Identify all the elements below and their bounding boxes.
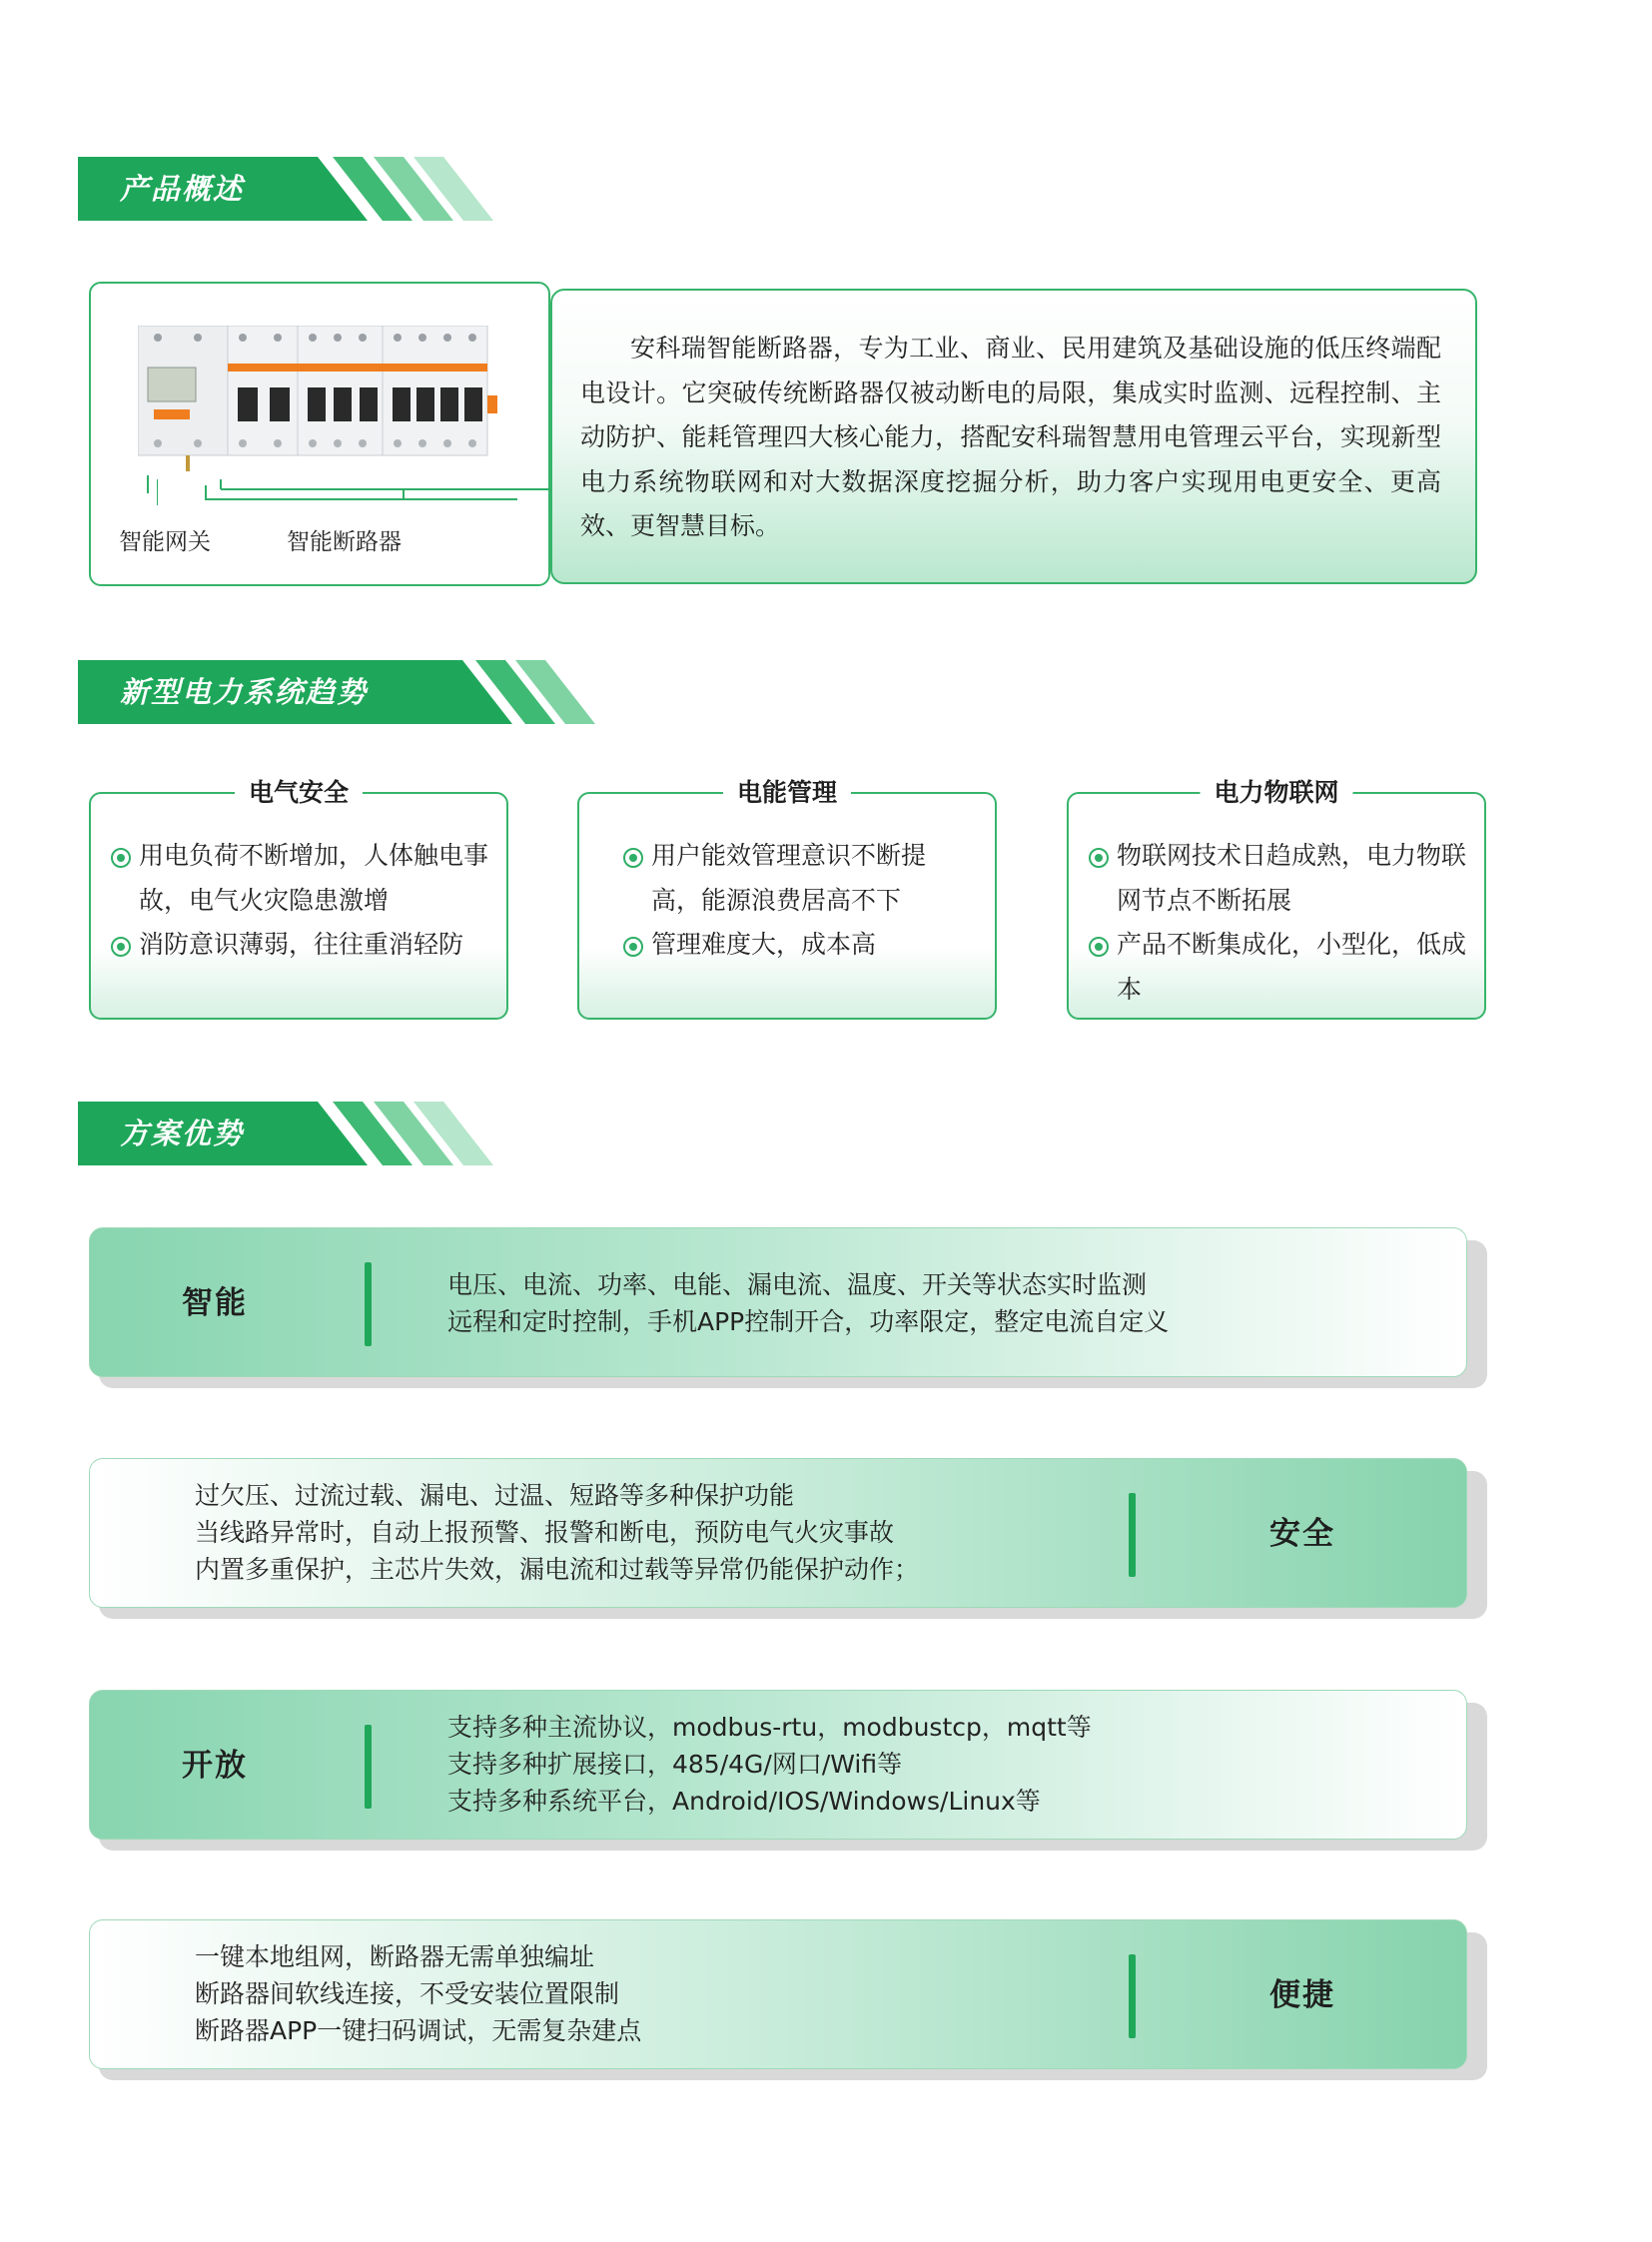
advantage-title: 安全 <box>1269 1516 1335 1552</box>
advantage-card-convenient <box>89 1919 1467 2069</box>
smart-breaker-image <box>138 326 517 555</box>
bullet-icon <box>623 937 643 957</box>
advantage-card-safety <box>89 1458 1467 1608</box>
section-header-trends <box>78 660 597 724</box>
divider-bar <box>1129 1493 1136 1577</box>
bullet-icon <box>111 937 131 957</box>
trend-card-power-iot <box>1067 778 1486 1020</box>
section-header-overview <box>78 157 497 221</box>
advantage-lines: 过欠压、过流过载、漏电、过温、短路等多种保护功能 当线路异常时，自动上报预警、报警和断电，预防电气火灾事故 内置多重保护，主芯片失效，漏电流和过载等异常仍能保护动作； <box>195 1481 920 1584</box>
advantage-title: 便捷 <box>1269 1977 1335 2013</box>
gateway-label: 智能网关 <box>119 529 211 555</box>
advantage-title: 开放 <box>182 1748 248 1784</box>
overview-text: 安科瑞智能断路器，专为工业、商业、民用建筑及基础设施的低压终端配电设计。它突破传统断路器仅被动断电的局限，集成实时监测、远程控制、主动防护、能耗管理四大核心能力，搭配安科瑞智慧用电管理云平台，实现新型电力系统物联网和对大数据深度挖掘分析，助力客户实现用电更安全、更高效、更智慧目标。 <box>580 334 1441 540</box>
divider-bar <box>365 1262 372 1346</box>
list-item: 消防意识薄弱，往往重消轻防 <box>111 923 492 968</box>
trend-title: 电力物联网 <box>1200 778 1352 808</box>
advantage-lines: 支持多种主流协议，modbus-rtu，modbustcp，mqtt等 支持多种扩展接口，485/4G/网口/Wifi等 支持多种系统平台，Android/IOS/Windows/Linux等 <box>447 1713 1092 1816</box>
section-title: 产品概述 <box>120 172 245 206</box>
trend-title: 电气安全 <box>235 778 363 808</box>
bullet-icon <box>623 848 643 868</box>
bullet-icon <box>1089 937 1109 957</box>
section-header-advantages <box>78 1102 497 1165</box>
bullet-icon <box>111 848 131 868</box>
section-title: 方案优势 <box>120 1117 245 1150</box>
breaker-label: 智能断路器 <box>287 529 402 555</box>
product-image-frame <box>89 282 550 586</box>
advantage-card-open <box>89 1690 1467 1840</box>
advantage-lines: 电压、电流、功率、电能、漏电流、温度、开关等状态实时监测 远程和定时控制，手机APP控制开合，功率限定，整定电流自定义 <box>447 1270 1170 1336</box>
divider-bar <box>365 1725 372 1809</box>
list-item: 产品不断集成化，小型化，低成本 <box>1089 923 1470 1012</box>
trend-card-energy-management <box>577 778 997 1020</box>
section-title: 新型电力系统趋势 <box>120 675 369 709</box>
overview-description-card <box>550 289 1477 584</box>
advantage-lines: 一键本地组网，断路器无需单独编址 断路器间软线连接，不受安装位置限制 断路器APP一键扫码调试，无需复杂建点 <box>195 1942 642 2045</box>
list-item: 物联网技术日趋成熟，电力物联网节点不断拓展 <box>1089 834 1470 923</box>
trend-card-electrical-safety <box>89 778 508 1020</box>
label-bracket-lines <box>157 479 596 519</box>
list-item: 用电负荷不断增加，人体触电事故，电气火灾隐患激增 <box>111 834 492 923</box>
advantage-title: 智能 <box>182 1285 248 1321</box>
bullet-icon <box>1089 848 1109 868</box>
list-item: 用户能效管理意识不断提 高，能源浪费居高不下 <box>623 834 981 923</box>
advantage-card-smart <box>89 1227 1467 1377</box>
list-item: 管理难度大，成本高 <box>623 923 981 968</box>
trend-title: 电能管理 <box>723 778 851 808</box>
divider-bar <box>1129 1954 1136 2038</box>
